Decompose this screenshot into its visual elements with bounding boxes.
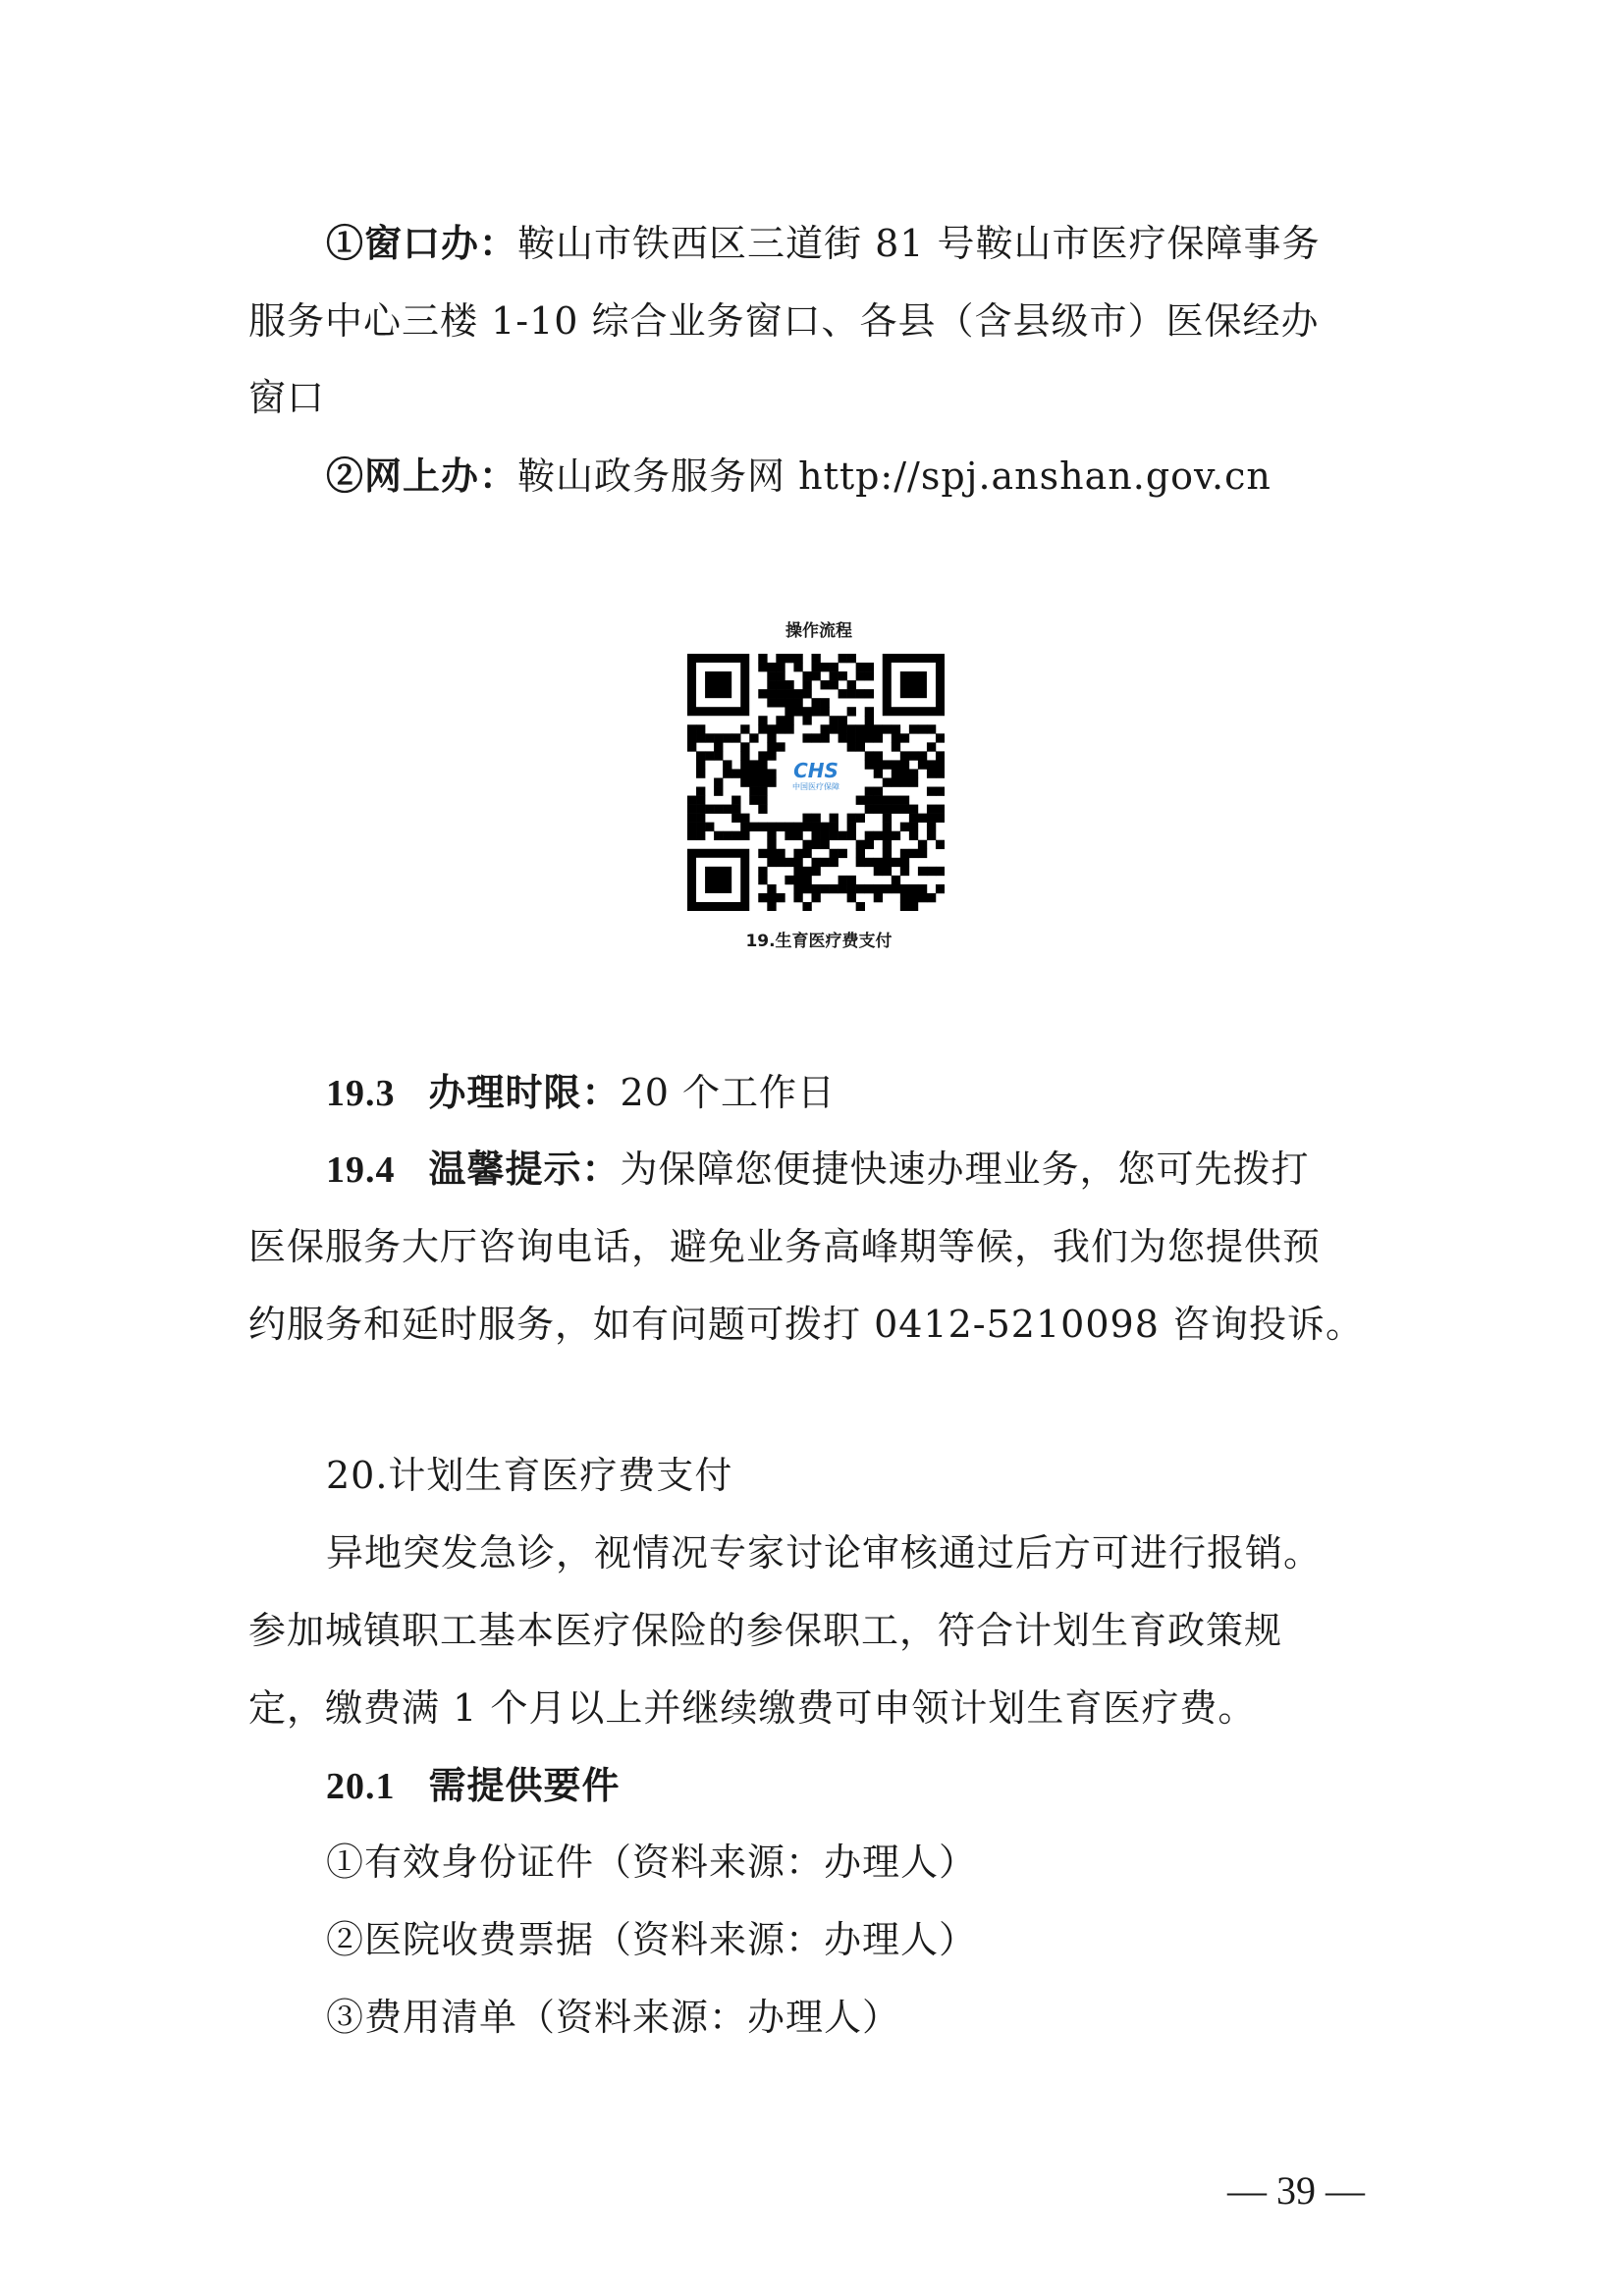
section-20-para-line-3: 定，缴费满 1 个月以上并继续缴费可申领计划生育医疗费。 [248,1686,1257,1730]
qr-code-image [687,654,945,911]
window-service-line-2: 服务中心三楼 1-10 综合业务窗口、各县（含县级市）医保经办 [248,299,1320,343]
section-19-4-line-3: 约服务和延时服务，如有问题可拨打 0412-5210098 咨询投诉。 [248,1303,1364,1346]
window-service-text-1: 鞍山市铁西区三道街 81 号鞍山市医疗保障事务 [517,222,1321,265]
online-service-label: ②网上办： [326,454,518,498]
required-item-2: ②医院收费票据（资料来源：办理人） [326,1918,978,1961]
qr-caption: 19.生育医疗费支付 [745,932,893,951]
section-19-4-line-2: 医保服务大厅咨询电话，避免业务高峰期等候，我们为您提供预 [248,1225,1322,1268]
section-19-3-number: 19.3 [326,1073,396,1114]
section-19-3 [326,1070,836,1114]
section-20-para-line-2: 参加城镇职工基本医疗保险的参保职工，符合计划生育政策规 [248,1609,1283,1652]
section-20-heading: 20.计划生育医疗费支付 [326,1454,733,1497]
section-20-1-heading [326,1763,621,1807]
section-20-1-number: 20.1 [326,1766,396,1807]
qr-title: 操作流程 [785,621,852,641]
window-service-label: ①窗口办： [326,221,518,265]
section-19-4-text-1: 为保障您便捷快速办理业务，您可先拨打 [620,1148,1310,1191]
section-19-3-text: 20 个工作日 [620,1071,836,1114]
page-number: — 39 — [1227,2168,1365,2213]
section-19-3-label: 办理时限： [428,1070,621,1114]
section-20-1-label: 需提供要件 [428,1763,621,1807]
chs-logo [785,756,846,805]
required-item-3: ③费用清单（资料来源：办理人） [326,1996,901,2039]
online-service-text: 鞍山政务服务网 http://spj.anshan.gov.cn [517,454,1272,498]
chs-logo-subtext: 中国医疗保障 [792,782,839,791]
chs-logo-text: CHS [793,759,839,782]
section-19-4-number: 19.4 [326,1149,396,1191]
section-20-para-line-1: 异地突发急诊，视情况专家讨论审核通过后方可进行报销。 [326,1531,1323,1575]
window-service-line-3: 窗口 [248,376,326,419]
section-19-4-label: 温馨提示： [428,1147,621,1191]
required-item-1: ①有效身份证件（资料来源：办理人） [326,1841,978,1884]
online-service-line [326,454,1272,498]
window-service-line-1 [326,221,1321,265]
section-19-4-line-1 [326,1147,1310,1191]
